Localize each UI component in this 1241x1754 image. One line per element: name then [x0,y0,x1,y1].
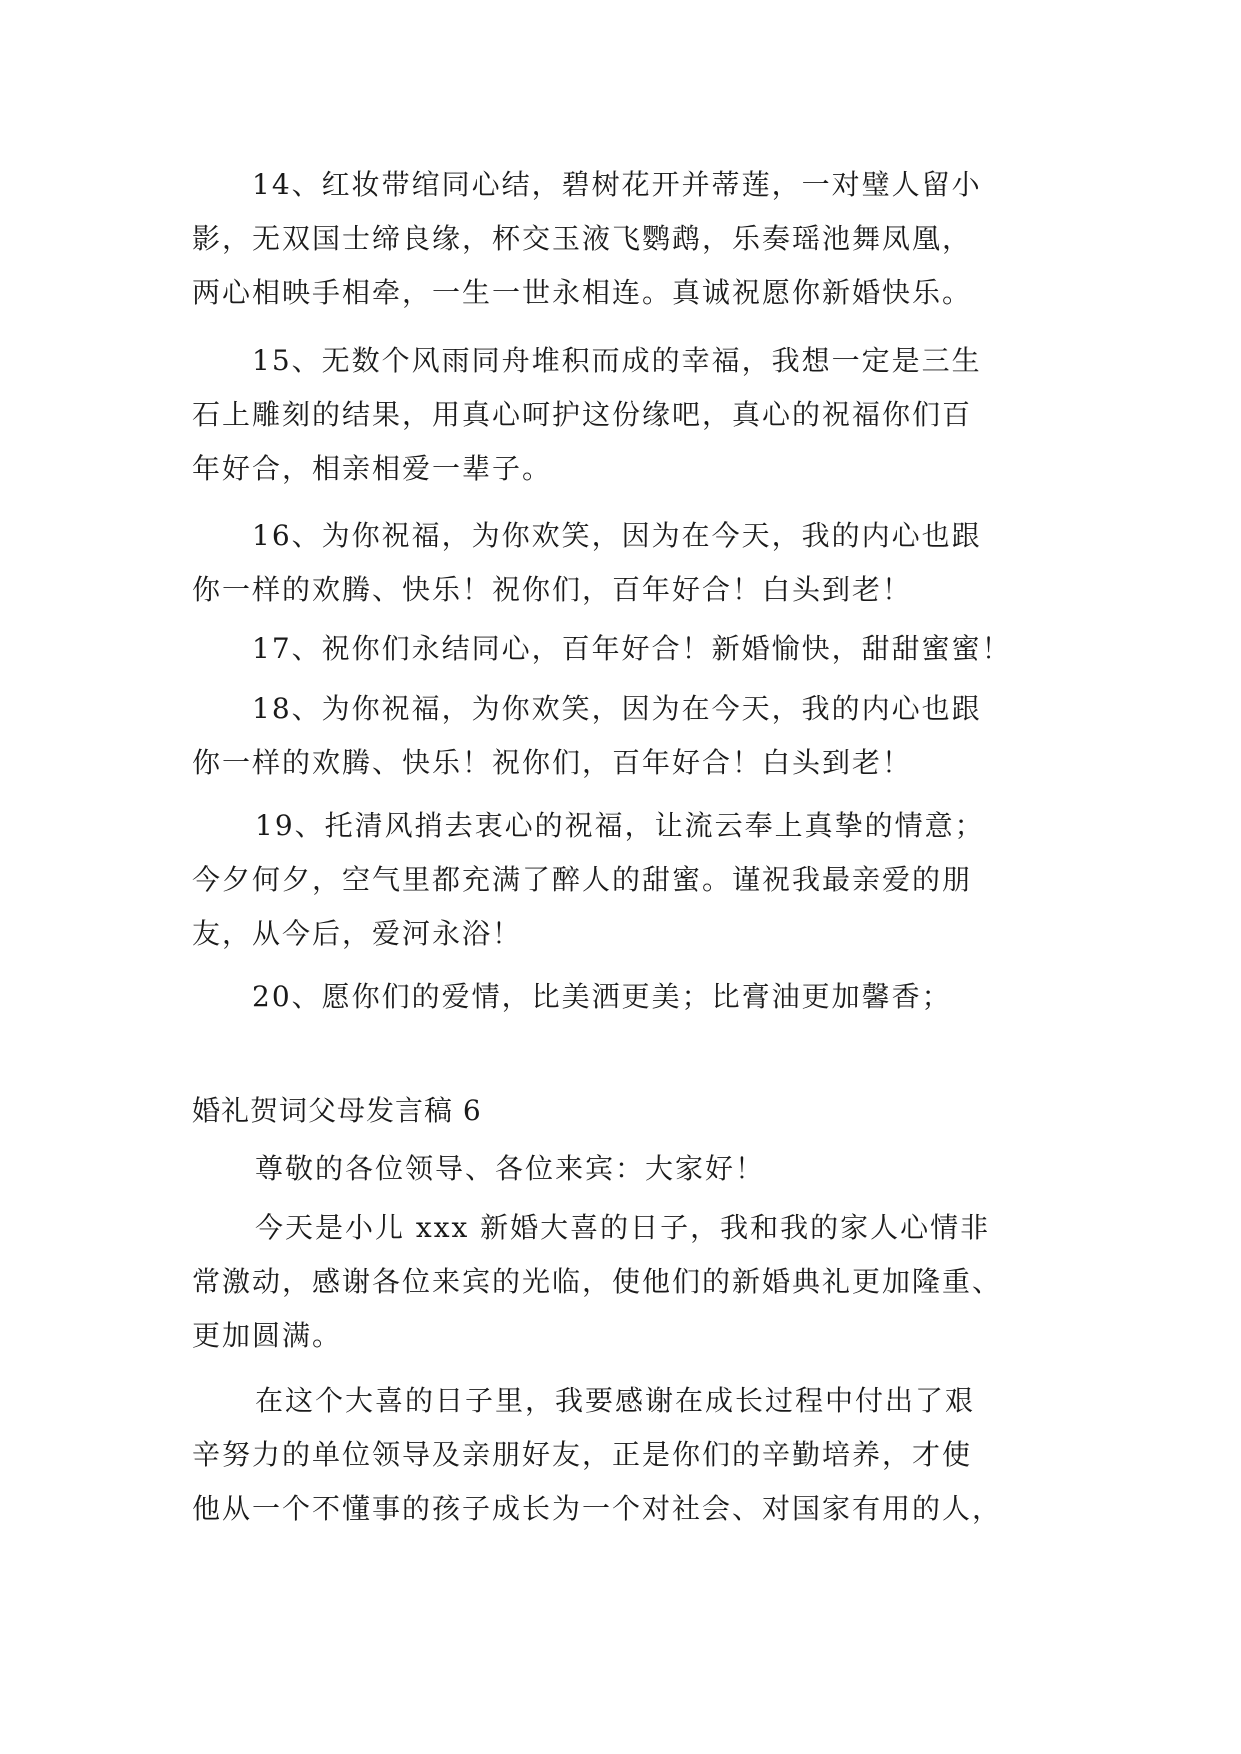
paragraph-15-line-3: 年好合，相亲相爱一辈子。 [192,452,553,485]
paragraph-20-line-1: 20、愿你们的爱情，比美洒更美；比膏油更加馨香； [252,980,952,1013]
section-title: 婚礼贺词父母发言稿 6 [192,1094,482,1127]
paragraph-19-line-1: 19、托清风捎去衷心的祝福，让流云奉上真挚的情意； [255,809,985,842]
paragraph-15-line-2: 石上雕刻的结果，用真心呵护这份缘吧，真心的祝福你们百 [192,398,973,431]
greeting-line: 尊敬的各位领导、各位来宾：大家好！ [255,1152,766,1185]
paragraph-19-line-3: 友，从今后，爱河永浴！ [192,917,523,950]
paragraph-18-line-2: 你一样的欢腾、快乐！祝你们，百年好合！白头到老！ [192,746,913,779]
paragraph-17-line-1: 17、祝你们永结同心，百年好合！新婚愉快，甜甜蜜蜜！ [252,632,1012,665]
speech-paragraph-2-line-1: 在这个大喜的日子里，我要感谢在成长过程中付出了艰 [255,1384,976,1417]
paragraph-14-line-1: 14、红妆带绾同心结，碧树花开并蒂莲，一对璧人留小 [252,168,982,201]
paragraph-19-line-2: 今夕何夕，空气里都充满了醉人的甜蜜。谨祝我最亲爱的朋 [192,863,973,896]
paragraph-16-line-2: 你一样的欢腾、快乐！祝你们，百年好合！白头到老！ [192,573,913,606]
paragraph-18-line-1: 18、为你祝福，为你欢笑，因为在今天，我的内心也跟 [252,692,982,725]
paragraph-14-line-2: 影，无双国士缔良缘，杯交玉液飞鹦鹉，乐奏瑶池舞凤凰， [192,222,973,255]
paragraph-15-line-1: 15、无数个风雨同舟堆积而成的幸福，我想一定是三生 [252,344,982,377]
speech-paragraph-2-line-2: 辛努力的单位领导及亲朋好友，正是你们的辛勤培养，才使 [192,1438,973,1471]
speech-paragraph-2-line-3: 他从一个不懂事的孩子成长为一个对社会、对国家有用的人， [192,1492,1003,1525]
paragraph-16-line-1: 16、为你祝福，为你欢笑，因为在今天，我的内心也跟 [252,519,982,552]
speech-paragraph-1-line-3: 更加圆满。 [192,1319,343,1352]
speech-paragraph-1-line-2: 常激动，感谢各位来宾的光临，使他们的新婚典礼更加隆重、 [192,1265,1003,1298]
paragraph-14-line-3: 两心相映手相牵，一生一世永相连。真诚祝愿你新婚快乐。 [192,276,973,309]
speech-paragraph-1-line-1: 今天是小儿 xxx 新婚大喜的日子，我和我的家人心情非 [255,1211,991,1244]
